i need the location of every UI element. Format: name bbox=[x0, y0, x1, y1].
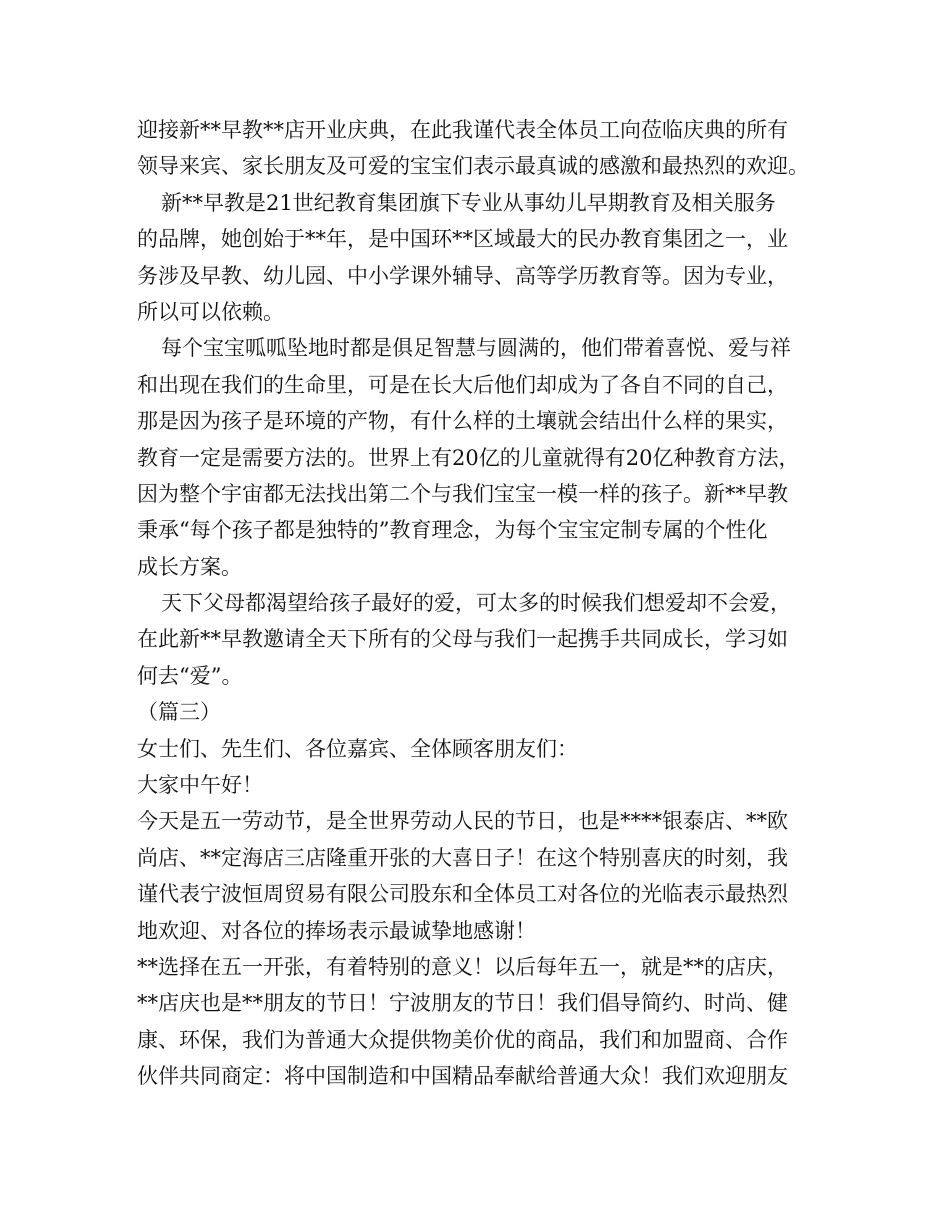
text-line: **店庆也是**朋友的节日！宁波朋友的节日！我们倡导简约、时尚、健 bbox=[137, 991, 788, 1016]
text-line: 和出现在我们的生命里，可是在长大后他们却成为了各自不同的自己， bbox=[137, 372, 788, 397]
text-line: 何去“爱”。 bbox=[137, 663, 243, 688]
text-line: 谨代表宁波恒周贸易有限公司股东和全体员工对各位的光临表示最热烈 bbox=[137, 882, 788, 907]
text-line: 务涉及早教、幼儿园、中小学课外辅导、高等学历教育等。因为专业， bbox=[137, 263, 788, 288]
text-line: 地欢迎、对各位的捧场表示最诚挚地感谢！ bbox=[137, 918, 536, 943]
text-line: **选择在五一开张，有着特别的意义！以后每年五一，就是**的店庆， bbox=[137, 954, 788, 979]
text-line: 成长方案。 bbox=[137, 554, 242, 579]
text-line: 因为整个宇宙都无法找出第二个与我们宝宝一模一样的孩子。新**早教 bbox=[137, 481, 788, 506]
document-body bbox=[137, 112, 827, 1095]
text-line: 领导来宾、家长朋友及可爱的宝宝们表示最真诚的感激和最热烈的欢迎。 bbox=[137, 154, 809, 179]
text-line: 天下父母都渴望给孩子最好的爱，可太多的时候我们想爱却不会爱， bbox=[161, 591, 791, 616]
salutation-line: 女士们、先生们、各位嘉宾、全体顾客朋友们： bbox=[137, 736, 578, 761]
text-line: 伙伴共同商定：将中国制造和中国精品奉献给普通大众！我们欢迎朋友 bbox=[137, 1064, 788, 1089]
text-line: 迎接新**早教**店开业庆典，在此我谨代表全体员工向莅临庆典的所有 bbox=[137, 118, 788, 142]
text-line: 秉承“每个孩子都是独特的”教育理念，为每个宝宝定制专属的个性化 bbox=[137, 518, 768, 543]
text-line: 康、环保，我们为普通大众提供物美价优的商品，我们和加盟商、合作 bbox=[137, 1027, 788, 1052]
text-line: 所以可以依赖。 bbox=[137, 299, 284, 324]
text-line: 新**早教是21世纪教育集团旗下专业从事幼儿早期教育及相关服务 bbox=[161, 190, 776, 215]
text-line: 每个宝宝呱呱坠地时都是俱足智慧与圆满的，他们带着喜悦、爱与祥 bbox=[161, 336, 791, 361]
greeting-line: 大家中午好！ bbox=[137, 773, 263, 798]
text-line: 今天是五一劳动节，是全世界劳动人民的节日，也是****银泰店、**欧 bbox=[137, 809, 788, 834]
text-line: 尚店、**定海店三店隆重开张的大喜日子！在这个特别喜庆的时刻，我 bbox=[137, 845, 788, 870]
text-line: 在此新**早教邀请全天下所有的父母与我们一起携手共同成长，学习如 bbox=[137, 627, 788, 652]
text-line: 教育一定是需要方法的。世界上有20亿的儿童就得有20亿种教育方法， bbox=[137, 445, 800, 470]
text-line: 那是因为孩子是环境的产物，有什么样的土壤就会结出什么样的果实， bbox=[137, 409, 788, 434]
text-line: 的品牌，她创始于**年，是中国环**区域最大的民办教育集团之一，业 bbox=[137, 227, 788, 252]
section-heading: （篇三） bbox=[137, 700, 221, 725]
